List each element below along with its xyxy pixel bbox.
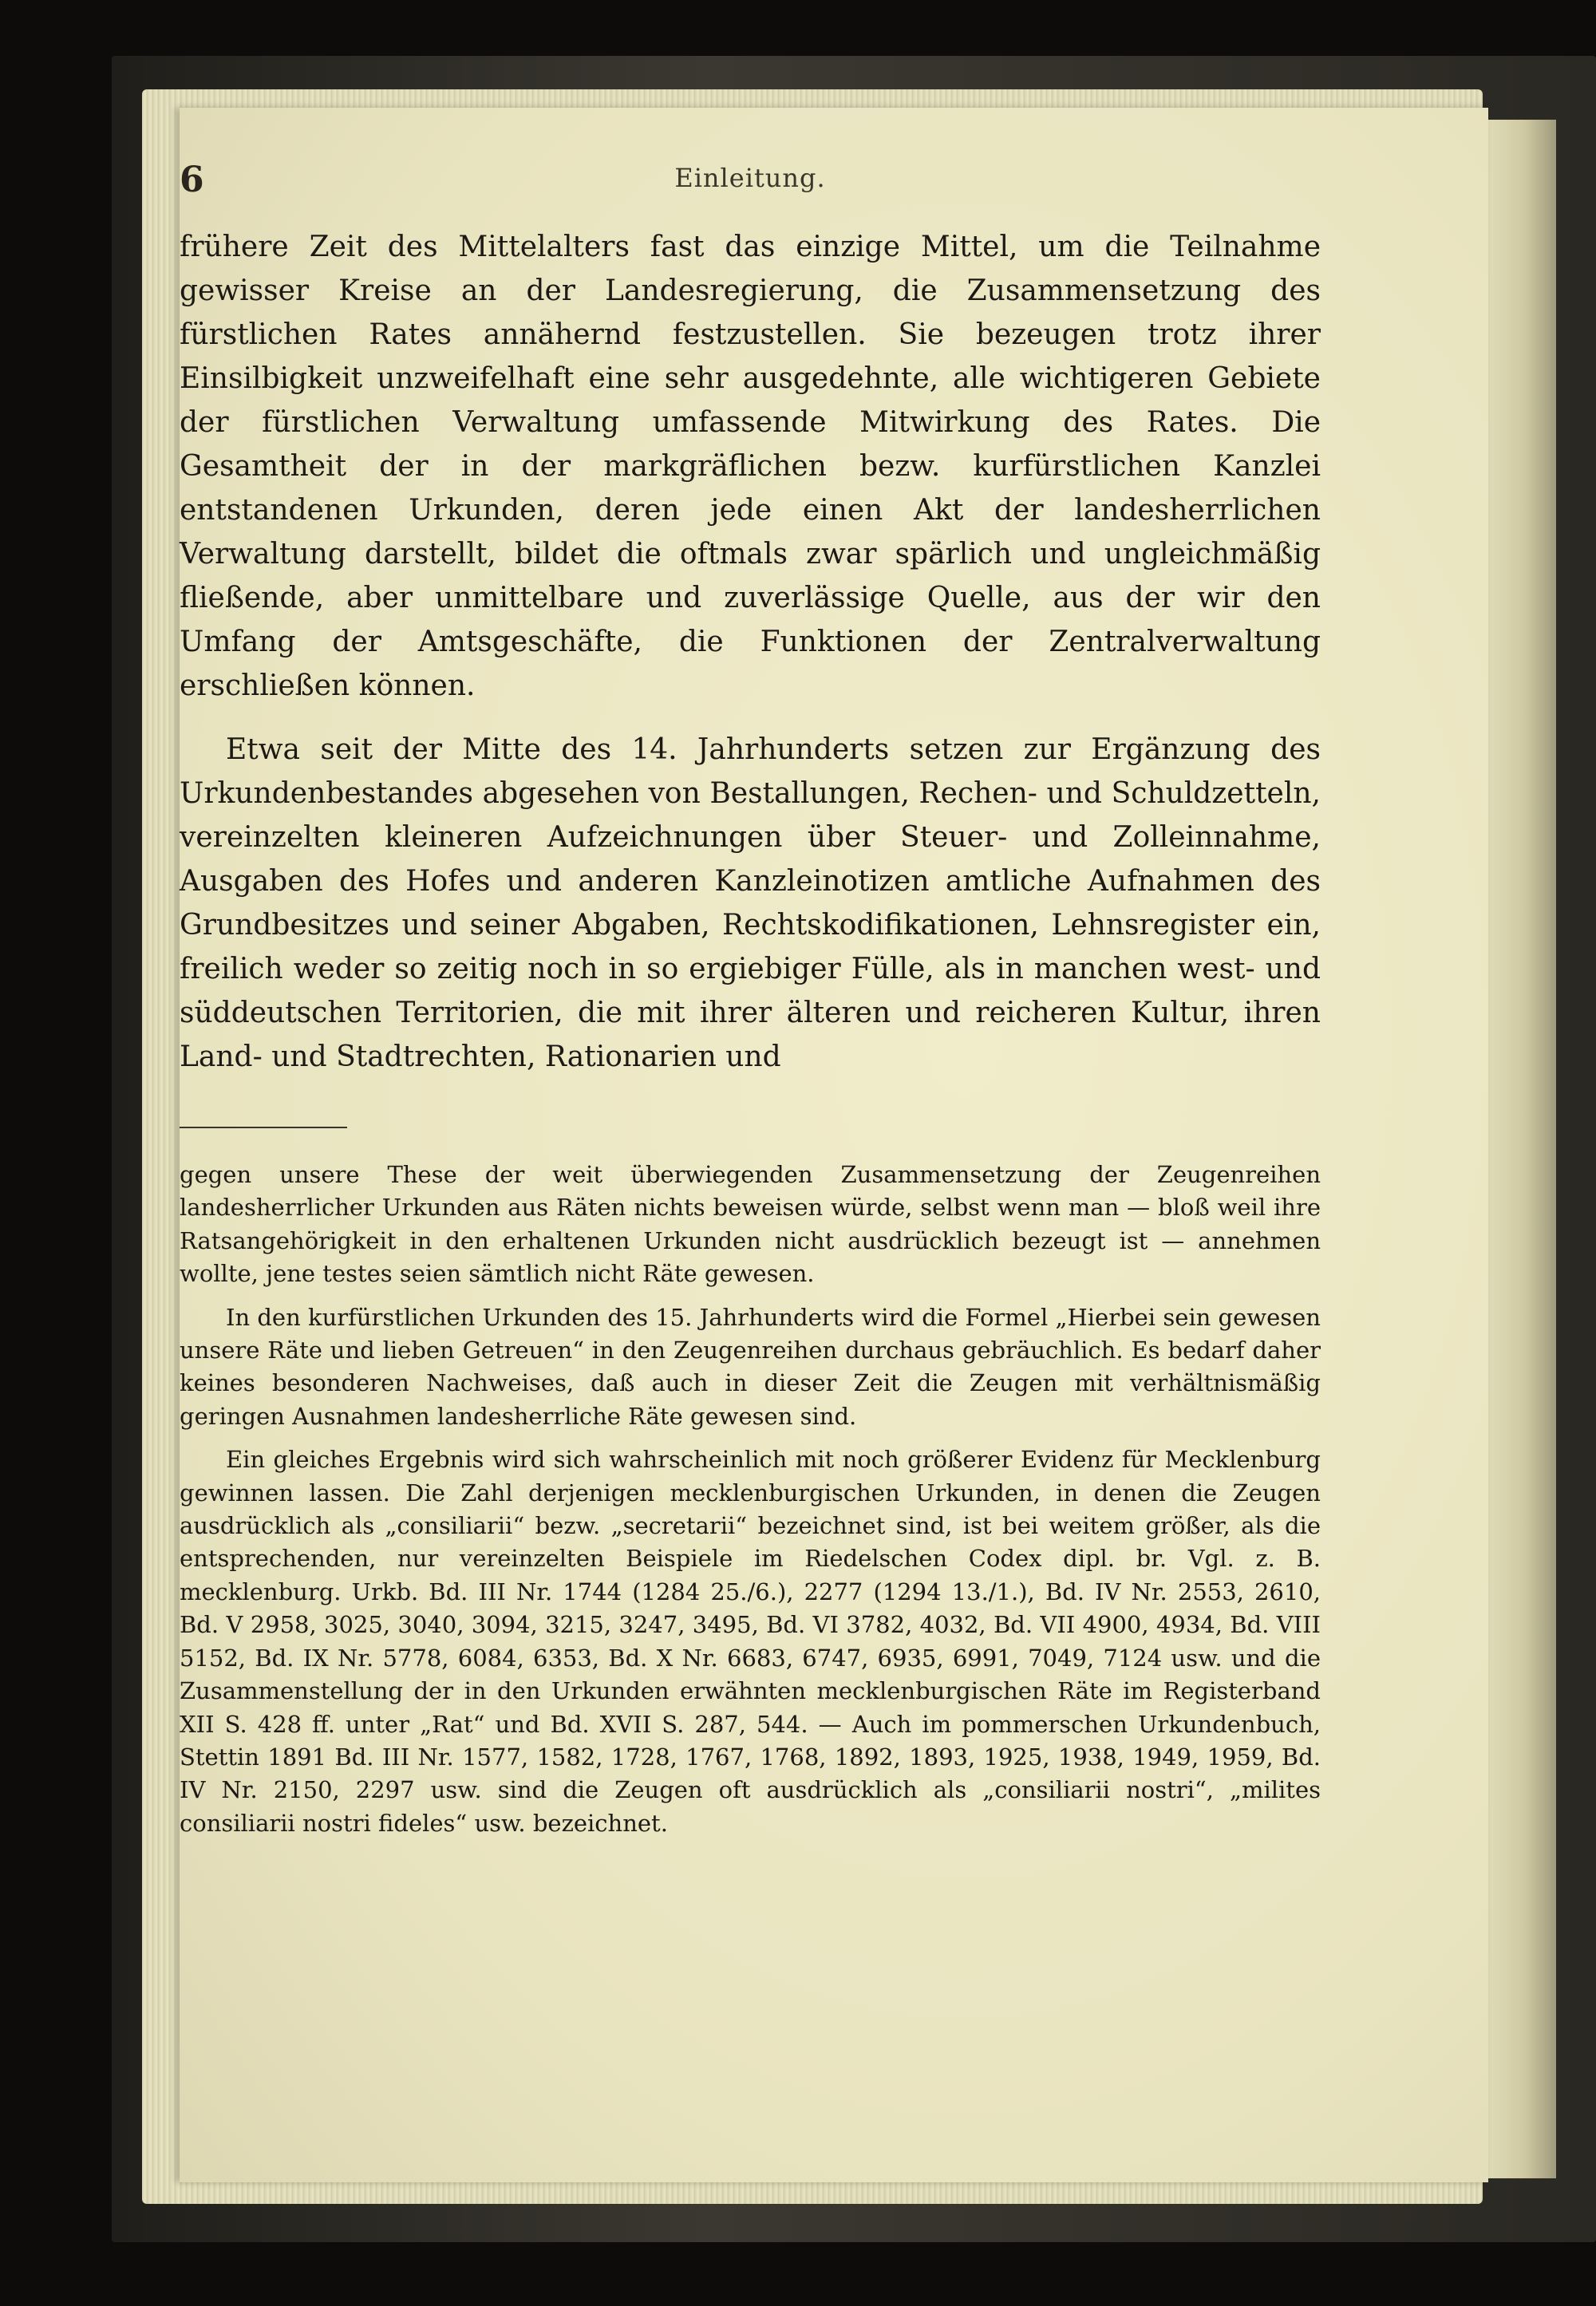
footnote-paragraph-2: In den kurfürstlichen Urkunden des 15. Jahrhunderts wird die Formel „Hierbei sein gewesen unsere Räte und lieben Getreuen“ in den Zeugenreihen durchaus gebräuchlich. Es bedarf daher keines besonderen Nachweises, daß auch in dieser Zeit die Zeugen mit verhältnismäßig geringen Ausnahmen landesherrliche Räte gewesen sind. [180, 1303, 1321, 1430]
facing-page-edge [1476, 120, 1556, 2178]
main-paragraph-1: frühere Zeit des Mittelalters fast das einzige Mittel, um die Teilnahme gewisser Kreise an der Landesregierung, die Zusammensetzung des fürstlichen Rates annähernd festzustellen. Sie bezeugen trotz ihrer Einsilbigkeit unzweifelhaft eine sehr ausgedehnte, alle wichtigeren Gebiete der fürstlichen Verwaltung umfassende Mitwirkung des Rates. Die Gesamtheit der in der markgräflichen bezw. kurfürstlichen Kanzlei entstandenen Urkunden, deren jede einen Akt der landesherrlichen Verwaltung darstellt, bildet die oftmals zwar spärlich und ungleichmäßig fließende, aber unmittelbare und zuverlässige Quelle, aus der wir den Umfang der Amtsgeschäfte, die Funktionen der Zentralverwaltung erschließen können. [180, 231, 1321, 702]
footnote-paragraph-1: gegen unsere These der weit überwiegenden Zusammensetzung der Zeugenreihen landesherrlicher Urkunden aus Räten nichts beweisen würde, selbst wenn man — bloß weil ihre Ratsangehörigkeit in den erhaltenen Urkunden nicht ausdrücklich bezeugt ist — annehmen wollte, jene testes seien sämtlich nicht Räte gewesen. [180, 1161, 1321, 1288]
page-header [180, 160, 1321, 207]
footnotes [180, 1159, 1321, 1850]
footnote-paragraph-3: Ein gleiches Ergebnis wird sich wahrscheinlich mit noch größerer Evidenz für Mecklenburg gewinnen lassen. Die Zahl derjenigen mecklenburgischen Urkunden, in denen die Zeugen ausdrücklich als „consiliarii“ bezw. „secretarii“ bezeichnet sind, ist bei weitem größer, als die entsprechenden, nur vereinzelten Beispiele im Riedelschen Codex dipl. br. Vgl. z. B. mecklenburg. Urkb. Bd. III Nr. 1744 (1284 25./6.), 2277 (1294 13./1.), Bd. IV Nr. 2553, 2610, Bd. V 2958, 3025, 3040, 3094, 3215, 3247, 3495, Bd. VI 3782, 4032, Bd. VII 4900, 4934, Bd. VIII 5152, Bd. IX Nr. 5778, 6084, 6353, Bd. X Nr. 6683, 6747, 6935, 6991, 7049, 7124 usw. und die Zusammenstellung der in den Urkunden erwähnten mecklenburgischen Räte im Registerband XII S. 428 ff. unter „Rat“ und Bd. XVII S. 287, 544. — Auch im pommerschen Urkundenbuch, Stettin 1891 Bd. III Nr. 1577, 1582, 1728, 1767, 1768, 1892, 1893, 1925, 1938, 1949, 1959, Bd. IV Nr. 2150, 2297 usw. sind die Zeugen oft ausdrücklich als „consiliarii nostri“, „milites consiliarii nostri fideles“ usw. bezeichnet. [180, 1446, 1321, 1837]
main-paragraph-2: Etwa seit der Mitte des 14. Jahrhunderts setzen zur Ergänzung des Urkundenbestandes abgesehen von Bestallungen, Rechen- und Schuldzetteln, vereinzelten kleineren Aufzeichnungen über Steuer- und Zolleinnahme, Ausgaben des Hofes und anderen Kanzleinotizen amtliche Aufnahmen des Grundbesitzes und seiner Abgaben, Rechtskodifikationen, Lehnsregister ein, freilich weder so zeitig noch in so ergiebiger Fülle, als in manchen west- und süddeutschen Territorien, die mit ihrer älteren und reicheren Kultur, ihren Land- und Stadtrechten, Rationarien und [180, 733, 1321, 1073]
page-number: 6 [180, 160, 204, 200]
main-text [180, 225, 1321, 1099]
running-head: Einleitung. [674, 163, 826, 193]
footnote-separator [180, 1127, 347, 1128]
